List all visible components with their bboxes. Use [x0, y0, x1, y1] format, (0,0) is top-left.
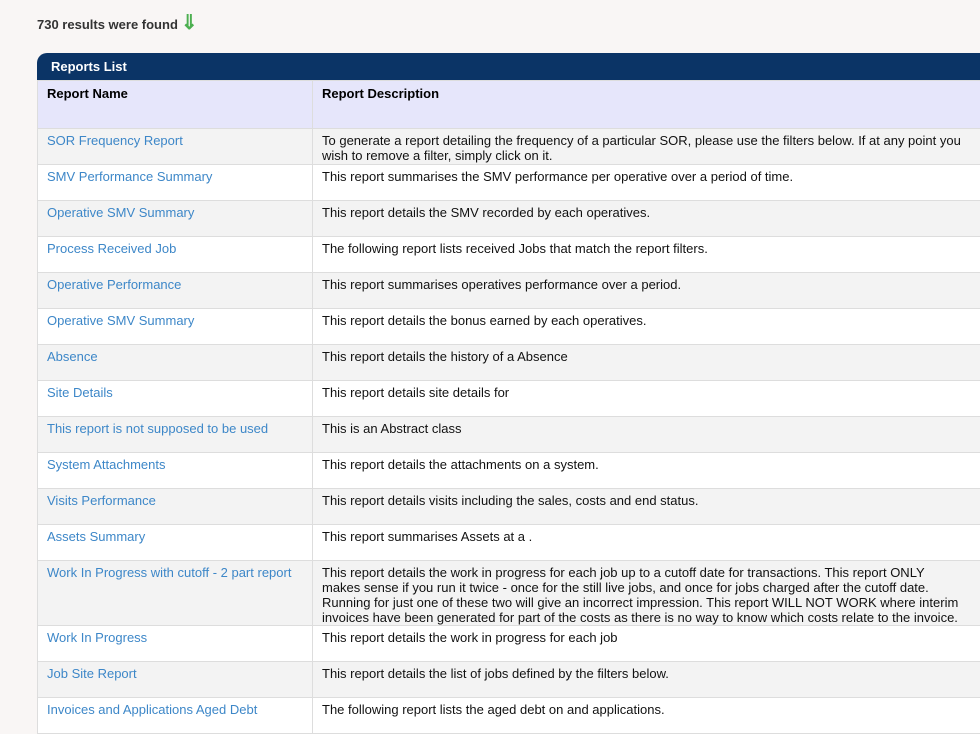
reports-list-panel — [37, 53, 980, 734]
report-description: This report details the attachments on a system. — [313, 453, 980, 489]
report-description: The following report lists the aged debt on and applications. — [313, 698, 980, 734]
report-description: This report details the work in progress for each job up to a cutoff date for transactions. This report ONLY makes sense if you run it twice - once for the still live jobs, and once for jobs charged after the cutoff date. Running for just one of these two will give an incorrect impression. This report WILL NOT WORK where interim invoices have been generated for part of the costs as there is no way to know which costs relate to the invoice. — [313, 561, 980, 626]
report-link[interactable]: This report is not supposed to be used — [47, 421, 268, 436]
report-name-cell — [38, 381, 313, 417]
report-description: This report details the list of jobs defined by the filters below. — [313, 662, 980, 698]
report-name-cell — [38, 129, 313, 165]
report-description: This report details the SMV recorded by each operatives. — [313, 201, 980, 237]
report-name-cell — [38, 417, 313, 453]
report-name-cell — [38, 237, 313, 273]
results-count-text: 730 results were found — [37, 17, 178, 32]
report-description: This report details the history of a Absence — [313, 345, 980, 381]
results-count — [37, 14, 198, 32]
table-row — [38, 525, 980, 561]
report-name-cell — [38, 698, 313, 734]
report-link[interactable]: Visits Performance — [47, 493, 156, 508]
download-arrow-icon[interactable]: ⇓ — [181, 14, 198, 32]
table-row — [38, 561, 980, 626]
report-link[interactable]: SOR Frequency Report — [47, 133, 183, 148]
column-header-report-name[interactable]: Report Name — [38, 81, 313, 129]
report-link[interactable]: Process Received Job — [47, 241, 176, 256]
report-link[interactable]: Operative SMV Summary — [47, 205, 194, 220]
report-description: This report details the work in progress for each job — [313, 626, 980, 662]
report-link[interactable]: Work In Progress with cutoff - 2 part report — [47, 565, 291, 580]
report-description: This report details the bonus earned by each operatives. — [313, 309, 980, 345]
table-row — [38, 489, 980, 525]
column-header-report-description[interactable]: Report Description — [313, 81, 980, 129]
report-link[interactable]: Absence — [47, 349, 98, 364]
report-name-cell — [38, 165, 313, 201]
table-row — [38, 417, 980, 453]
report-name-cell — [38, 626, 313, 662]
report-description: This report summarises Assets at a . — [313, 525, 980, 561]
report-name-cell — [38, 273, 313, 309]
report-name-cell — [38, 201, 313, 237]
report-name-cell — [38, 525, 313, 561]
table-row — [38, 453, 980, 489]
report-name-cell — [38, 662, 313, 698]
table-row — [38, 309, 980, 345]
report-description: This report summarises the SMV performance per operative over a period of time. — [313, 165, 980, 201]
report-description: This report details visits including the sales, costs and end status. — [313, 489, 980, 525]
report-description: The following report lists received Jobs that match the report filters. — [313, 237, 980, 273]
table-row — [38, 698, 980, 734]
report-name-cell — [38, 561, 313, 626]
table-row — [38, 345, 980, 381]
report-link[interactable]: Operative Performance — [47, 277, 181, 292]
table-row — [38, 381, 980, 417]
table-row — [38, 129, 980, 165]
report-description: This is an Abstract class — [313, 417, 980, 453]
table-row — [38, 626, 980, 662]
report-description: This report details site details for — [313, 381, 980, 417]
table-row — [38, 662, 980, 698]
report-link[interactable]: Invoices and Applications Aged Debt — [47, 702, 257, 717]
table-row — [38, 201, 980, 237]
report-link[interactable]: Site Details — [47, 385, 113, 400]
report-link[interactable]: Work In Progress — [47, 630, 147, 645]
report-description: To generate a report detailing the frequency of a particular SOR, please use the filters below. If at any point you wish to remove a filter, simply click on it. — [313, 129, 980, 165]
table-row — [38, 165, 980, 201]
report-link[interactable]: SMV Performance Summary — [47, 169, 212, 184]
report-name-cell — [38, 489, 313, 525]
table-row — [38, 237, 980, 273]
table-row — [38, 273, 980, 309]
report-description: This report summarises operatives performance over a period. — [313, 273, 980, 309]
report-name-cell — [38, 453, 313, 489]
report-link[interactable]: Operative SMV Summary — [47, 313, 194, 328]
report-name-cell — [38, 345, 313, 381]
panel-title: Reports List — [37, 53, 980, 80]
reports-table — [37, 80, 980, 734]
report-link[interactable]: Job Site Report — [47, 666, 137, 681]
report-link[interactable]: System Attachments — [47, 457, 166, 472]
report-link[interactable]: Assets Summary — [47, 529, 145, 544]
report-name-cell — [38, 309, 313, 345]
